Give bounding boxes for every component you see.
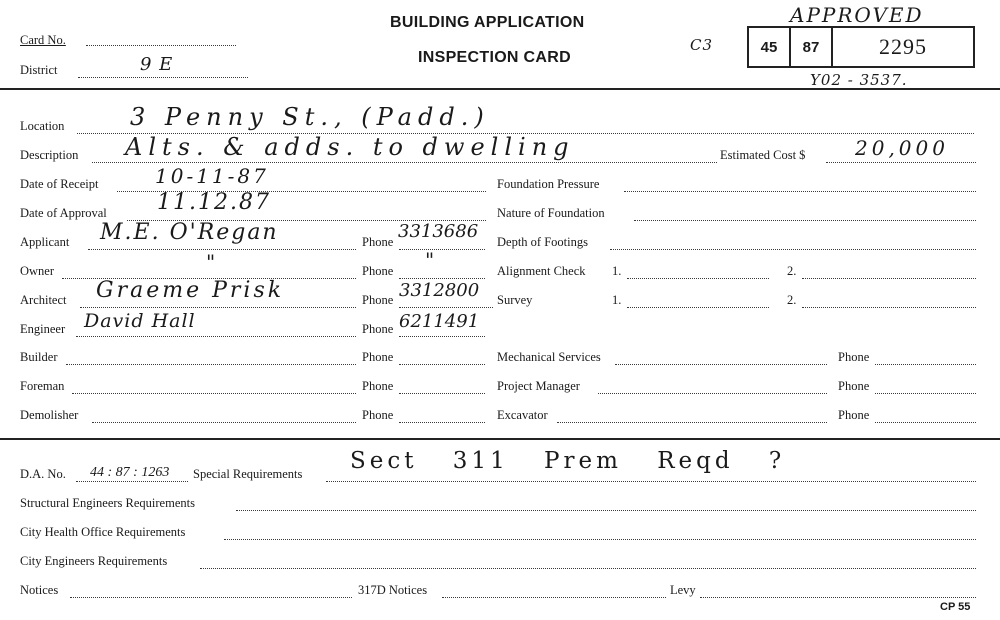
title-line-2: INSPECTION CARD [418,49,571,66]
builder-label: Builder [20,350,58,364]
reference-box [747,26,975,68]
applicant-label: Applicant [20,235,70,249]
applicant-phone-line [399,249,485,250]
alignment-check-num-2: 2. [787,264,797,278]
project-manager-phone-line[interactable] [875,393,976,394]
description-line [92,162,717,163]
mechanical-services-label: Mechanical Services [497,350,601,364]
owner-phone-line [399,278,485,279]
demolisher-label: Demolisher [20,408,79,422]
foreman-line[interactable] [72,393,356,394]
location-value[interactable]: 3 Penny St., (Padd.) [130,103,490,131]
project-manager-label: Project Manager [497,379,580,393]
architect-value[interactable]: Graeme Prisk [96,278,285,303]
section-rule [0,438,1000,440]
architect-phone-line [399,307,493,308]
nature-of-foundation-line[interactable] [634,220,976,221]
owner-value[interactable]: " [206,250,217,274]
notices-317d-line[interactable] [442,597,666,598]
mechanical-services-line[interactable] [615,364,827,365]
levy-label: Levy [670,583,696,597]
project-manager-phone-label: Phone [838,379,870,393]
demolisher-line[interactable] [92,422,356,423]
margin-mark: C3 [690,36,714,54]
applicant-phone-value[interactable]: 3313686 [398,221,479,242]
owner-label: Owner [20,264,55,278]
excavator-label: Excavator [497,408,548,422]
survey-num-2: 2. [787,293,797,307]
box-cell-2: 87 [802,38,820,56]
engineer-phone-label: Phone [362,322,394,336]
applicant-line [88,249,356,250]
excavator-phone-line[interactable] [875,422,976,423]
applicant-value[interactable]: M.E. O'Regan [100,220,279,245]
district-label: District [20,63,58,77]
nature-of-foundation-label: Nature of Foundation [497,206,605,220]
mechanical-services-phone-label: Phone [838,350,870,364]
notices-317d-label: 317D Notices [358,583,428,597]
estimated-cost-label: Estimated Cost $ [720,148,806,162]
owner-phone-value[interactable]: " [425,248,436,272]
city-health-label: City Health Office Requirements [20,525,186,539]
date-of-receipt-label: Date of Receipt [20,177,99,191]
foreman-label: Foreman [20,379,65,393]
special-requirements-label: Special Requirements [193,467,303,481]
foreman-phone-line[interactable] [399,393,485,394]
survey-line-1[interactable] [627,307,769,308]
card-no-label: Card No. [20,33,66,47]
engineer-phone-line [399,336,485,337]
ref-number: Y02 - 3537. [810,71,908,89]
excavator-phone-label: Phone [838,408,870,422]
engineer-label: Engineer [20,322,66,336]
engineer-line [76,336,356,337]
da-no-label: D.A. No. [20,467,66,481]
da-no-line [76,481,188,482]
depth-of-footings-line[interactable] [610,249,976,250]
location-label: Location [20,119,65,133]
mechanical-services-phone-line[interactable] [875,364,976,365]
district-line [78,77,248,78]
depth-of-footings-label: Depth of Footings [497,235,588,249]
architect-phone-value[interactable]: 3312800 [399,280,480,301]
approved-stamp: APPROVED [790,3,924,27]
foreman-phone-label: Phone [362,379,394,393]
applicant-phone-label: Phone [362,235,394,249]
notices-label: Notices [20,583,59,597]
survey-line-2[interactable] [802,307,976,308]
date-of-approval-label: Date of Approval [20,206,107,220]
alignment-check-line-1[interactable] [627,278,769,279]
foundation-pressure-label: Foundation Pressure [497,177,600,191]
levy-line[interactable] [700,597,976,598]
box-cell-1: 45 [760,38,778,56]
builder-phone-label: Phone [362,350,394,364]
date-of-approval-value[interactable]: 11.12.87 [157,190,271,215]
alignment-check-num-1: 1. [612,264,622,278]
box-cell-3: 2295 [879,34,927,59]
city-health-line[interactable] [224,539,976,540]
card-no-line[interactable] [86,45,236,46]
owner-phone-label: Phone [362,264,394,278]
description-label: Description [20,148,79,162]
engineer-phone-value[interactable]: 6211491 [399,311,480,332]
district-value[interactable]: 9 E [140,54,174,75]
architect-line [80,307,356,308]
city-engineers-label: City Engineers Requirements [20,554,168,568]
structural-engineers-line[interactable] [236,510,976,511]
alignment-check-line-2[interactable] [802,278,976,279]
excavator-line[interactable] [557,422,827,423]
header-rule [0,88,1000,90]
alignment-check-label: Alignment Check [497,264,586,278]
demolisher-phone-label: Phone [362,408,394,422]
builder-phone-line[interactable] [399,364,485,365]
builder-line[interactable] [66,364,356,365]
da-no-value[interactable]: 44 : 87 : 1263 [90,465,170,480]
city-engineers-line[interactable] [200,568,976,569]
structural-engineers-label: Structural Engineers Requirements [20,496,195,510]
date-of-receipt-value[interactable]: 10-11-87 [155,164,269,188]
survey-label: Survey [497,293,533,307]
notices-line[interactable] [70,597,352,598]
special-requirements-line [326,481,976,482]
project-manager-line[interactable] [598,393,827,394]
description-value[interactable]: Alts. & adds. to dwelling [125,133,575,161]
engineer-value[interactable]: David Hall [84,310,196,332]
survey-num-1: 1. [612,293,622,307]
form-code: CP 55 [940,601,971,613]
title-line-1: BUILDING APPLICATION [390,14,585,31]
architect-phone-label: Phone [362,293,394,307]
architect-label: Architect [20,293,67,307]
estimated-cost-value[interactable]: 20,000 [855,136,949,160]
estimated-cost-line [826,162,976,163]
special-requirements-value[interactable]: Sect 311 Prem Reqd ? [350,448,786,474]
foundation-pressure-line[interactable] [624,191,976,192]
demolisher-phone-line[interactable] [399,422,485,423]
